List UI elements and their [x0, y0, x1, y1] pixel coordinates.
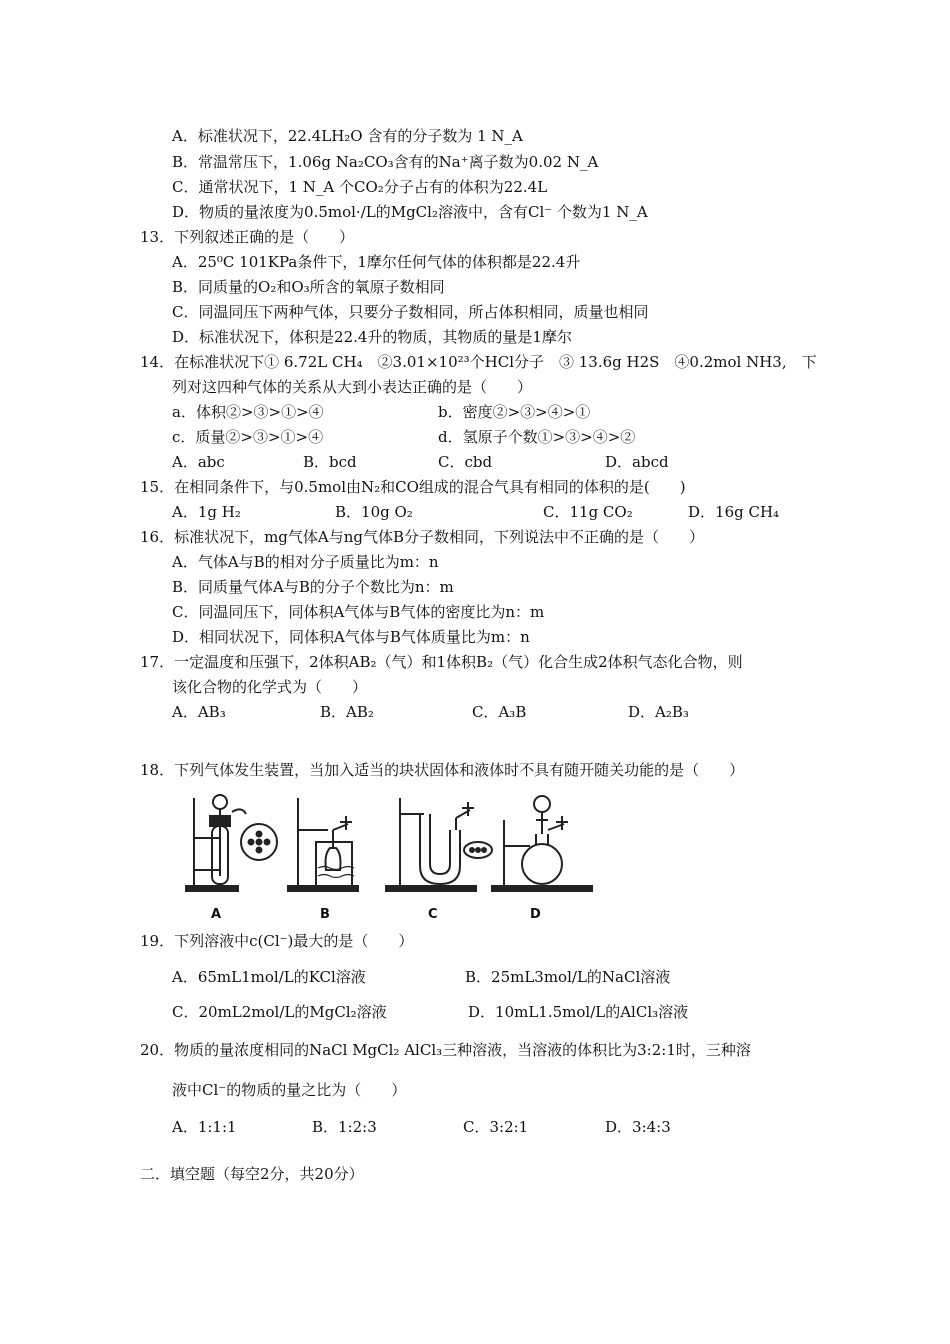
q13-option-a: A．25⁰C 101KPa条件下，1摩尔任何气体的体积都是22.4升: [172, 253, 581, 271]
q19-stem: 19．下列溶液中c(Cl⁻)最大的是（ ）: [140, 932, 414, 950]
gas-apparatus-figure: [180, 790, 610, 922]
q17-option-a: A．AB₃: [172, 703, 226, 721]
q20-option-b: B．1:2:3: [312, 1118, 377, 1136]
apparatus-a: [186, 795, 277, 891]
q17-stem-line1: 17．一定温度和压强下，2体积AB₂（气）和1体积B₂（气）化合生成2体积气态化合物，则: [140, 653, 743, 671]
q16-stem: 16．标准状况下，mg气体A与ng气体B分子数相同，下列说法中不正确的是（ ）: [140, 528, 705, 546]
q13-option-c: C．同温同压下两种气体，只要分子数相同，所占体积相同，质量也相同: [172, 303, 649, 321]
q17-option-c: C．A₃B: [472, 703, 527, 721]
q14-item-c: c．质量②>③>①>④: [172, 428, 324, 446]
q17-stem-line2: 该化合物的化学式为（ ）: [172, 678, 368, 696]
apparatus-d: [492, 796, 592, 891]
apparatus-b: [288, 798, 358, 891]
figure-label-c: C: [428, 907, 438, 922]
q12-option-d: D．物质的量浓度为0.5mol·/L的MgCl₂溶液中，含有Cl⁻ 个数为1 N_A: [172, 203, 648, 221]
q16-option-b: B．同质量气体A与B的分子个数比为n：m: [172, 578, 454, 596]
q20-stem-line1: 20．物质的量浓度相同的NaCl MgCl₂ AlCl₃三种溶液，当溶液的体积比为3:2:1时，三种溶: [140, 1041, 751, 1059]
q17-option-b: B．AB₂: [320, 703, 374, 721]
q19-option-b: B．25mL3mol/L的NaCl溶液: [465, 968, 671, 986]
q14-option-c: C．cbd: [438, 453, 493, 471]
q14-item-d: d．氢原子个数①>③>④>②: [438, 428, 636, 446]
q16-option-d: D．相同状况下，同体积A气体与B气体质量比为m：n: [172, 628, 530, 646]
q15-option-b: B．10g O₂: [335, 503, 413, 521]
q13-stem: 13．下列叙述正确的是（ ）: [140, 228, 355, 246]
figure-label-b: B: [320, 907, 330, 922]
q19-option-a: A．65mL1mol/L的KCl溶液: [172, 968, 366, 986]
q15-stem: 15．在相同条件下，与0.5mol由N₂和CO组成的混合气具有相同的体积的是( ): [140, 478, 686, 496]
q15-option-d: D．16g CH₄: [688, 503, 780, 521]
q14-option-a: A．abc: [172, 453, 225, 471]
q14-item-b: b．密度②>③>④>①: [438, 403, 591, 421]
q19-option-c: C．20mL2mol/L的MgCl₂溶液: [172, 1003, 387, 1021]
q13-option-b: B．同质量的O₂和O₃所含的氧原子数相同: [172, 278, 445, 296]
q14-stem-line1: 14．在标准状况下① 6.72L CH₄ ②3.01×10²³个HCl分子 ③ 13.6g H2S ④0.2mol NH3, 下: [140, 353, 817, 371]
q20-option-d: D．3:4:3: [605, 1118, 671, 1136]
q14-option-b: B．bcd: [303, 453, 357, 471]
q14-item-a: a．体积②>③>①>④: [172, 403, 324, 421]
q20-stem-line2: 液中Cl⁻的物质的量之比为（ ）: [172, 1081, 407, 1099]
q15-option-a: A．1g H₂: [172, 503, 241, 521]
q16-option-c: C．同温同压下，同体积A气体与B气体的密度比为n：m: [172, 603, 545, 621]
q18-stem: 18．下列气体发生装置，当加入适当的块状固体和液体时不具有随开随关功能的是（ ）: [140, 761, 745, 779]
figure-label-d: D: [530, 907, 541, 922]
q13-option-d: D．标准状况下，体积是22.4升的物质，其物质的量是1摩尔: [172, 328, 572, 346]
q19-option-d: D．10mL1.5mol/L的AlCl₃溶液: [468, 1003, 689, 1021]
q20-option-c: C．3:2:1: [463, 1118, 529, 1136]
q12-option-b: B．常温常压下，1.06g Na₂CO₃含有的Na⁺离子数为0.02 N_A: [172, 153, 599, 171]
q12-option-a: A．标准状况下，22.4LH₂O 含有的分子数为 1 N_A: [172, 127, 523, 145]
q12-option-c: C．通常状况下，1 N_A 个CO₂分子占有的体积为22.4L: [172, 178, 548, 196]
figure-label-a: A: [211, 907, 222, 922]
q15-option-c: C．11g CO₂: [543, 503, 633, 521]
q14-stem-line2: 列对这四种气体的关系从大到小表达正确的是（ ）: [172, 378, 533, 396]
q16-option-a: A．气体A与B的相对分子质量比为m：n: [172, 553, 439, 571]
q14-option-d: D．abcd: [605, 453, 669, 471]
q17-option-d: D．A₂B₃: [628, 703, 689, 721]
apparatus-c: [386, 798, 492, 891]
section2-heading: 二．填空题（每空2分，共20分）: [140, 1165, 364, 1183]
q20-option-a: A．1:1:1: [172, 1118, 237, 1136]
